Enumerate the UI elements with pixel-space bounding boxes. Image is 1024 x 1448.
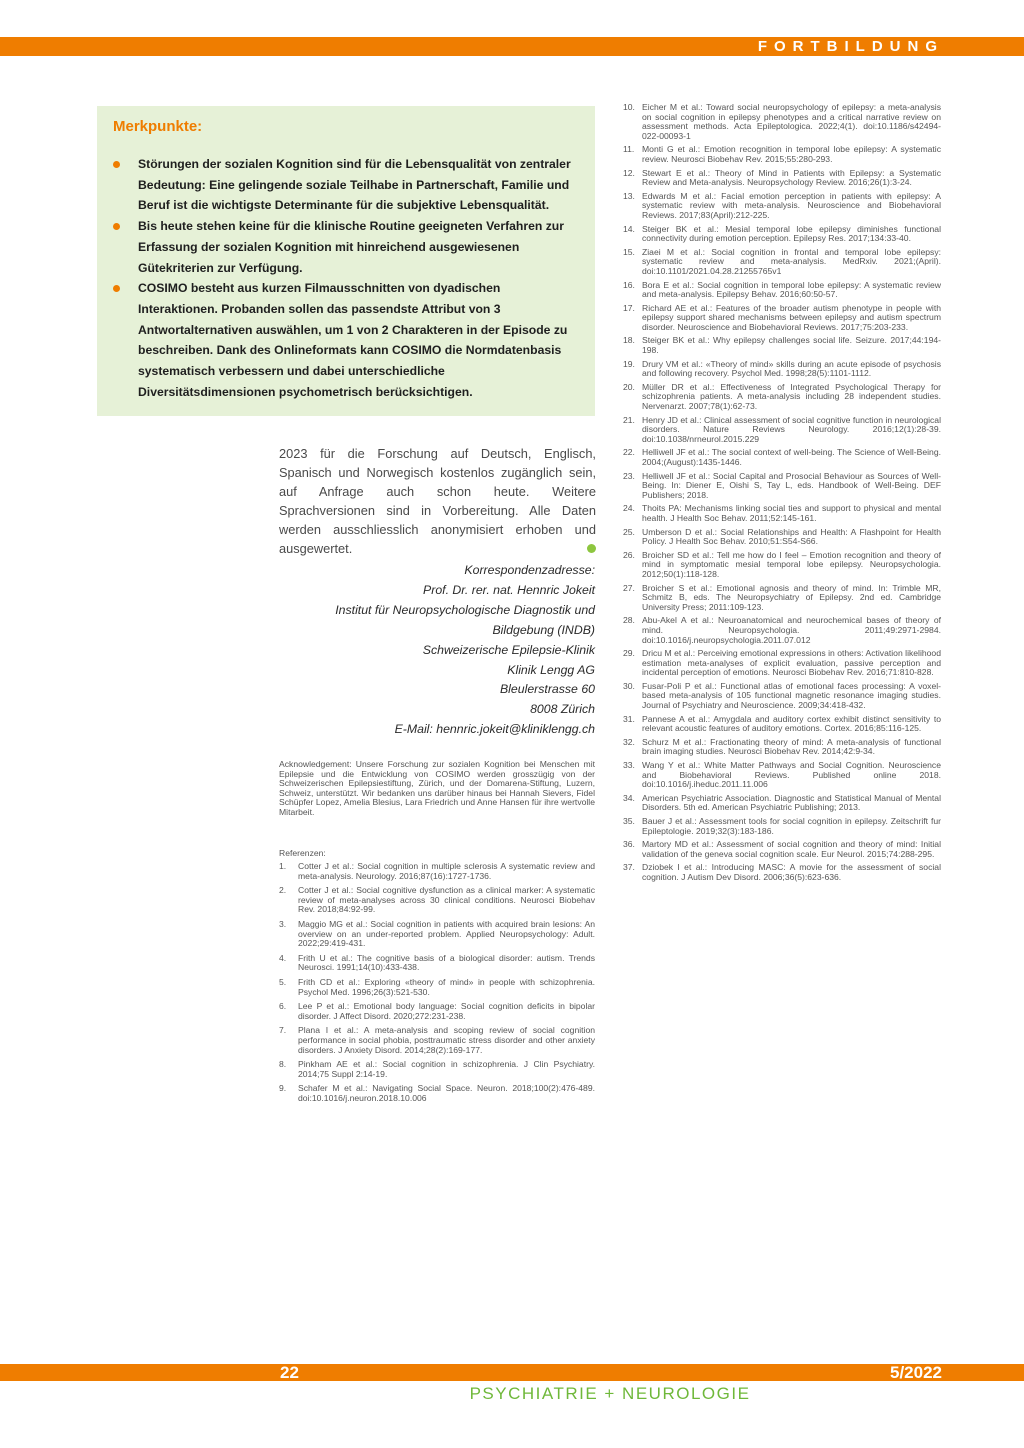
reference-number: 6.: [279, 1001, 287, 1012]
reference-text: Bauer J et al.: Assessment tools for social cognition in epilepsy. Zeitschrift fur Epileptologie. 2019;32(3):183-186.: [642, 816, 941, 836]
reference-item: [623, 281, 941, 300]
reference-text: Frith U et al.: The cognitive basis of a biological disorder: autism. Trends Neurosci. 1991;14(10):433-438.: [298, 952, 595, 973]
correspondence-address: [300, 561, 595, 740]
reference-text: Lee P et al.: Emotional body language: Social cognition deficits in bipolar disorder. J Affect Disord. 2020;272:231-238.: [298, 1001, 595, 1021]
reference-text: Thoits PA: Mechanisms linking social ties and support to physical and mental health. J Health Soc Behav. 2011;52:145-161.: [642, 503, 941, 523]
reference-text: Plana I et al.: A meta-analysis and scoping review of social cognition performance in social phobia, posttraumatic stress disorder and other anxiety disorders. J Anxiety Disord. 2014;28(2):169-177.: [298, 1025, 595, 1055]
reference-item: [623, 169, 941, 188]
references-heading: Referenzen:: [279, 848, 326, 858]
reference-number: 11.: [623, 144, 635, 155]
reference-text: Ziaei M et al.: Social cognition in frontal and temporal lobe epilepsy: systematic review and meta-analysis. MedRxiv. 2021;(April). doi:10.1101/2021.04.28.21255765v1: [642, 246, 941, 276]
bullet-icon: [113, 223, 120, 230]
reference-text: Monti G et al.: Emotion recognition in temporal lobe epilepsy: A systematic review. Neurosci Biobehav Rev. 2015;55:280-293.: [642, 144, 941, 164]
reference-item: [623, 616, 941, 645]
reference-number: 23.: [623, 470, 635, 481]
reference-number: 36.: [623, 839, 635, 850]
reference-text: Henry JD et al.: Clinical assessment of social cognitive function in neurological disorders. Nature Reviews Neurology. 2016;12(1):28-39. doi:10.1038/nrneurol.2015.229: [642, 414, 941, 444]
reference-item: [279, 920, 595, 949]
merkpunkt-text: COSIMO besteht aus kurzen Filmausschnitten von dyadischen Interaktionen. Probanden sollen das passendste Attribut von 3 Antwortalternativen auswählen, um 1 von 2 Charakteren in der Episode zu beschreiben. Dank des Onlineformats kann COSIMO die Normdatenbasis systematisch verbessern und dabei unterschiedliche Diversitätsdimensionen psychometrisch berücksichtigen.: [138, 281, 568, 399]
reference-number: 19.: [623, 358, 635, 369]
reference-text: Broicher SD et al.: Tell me how do I feel – Emotion recognition and theory of mind in symptomatic mesial temporal lobe epilepsy. Neuropsychologia. 2012;50(1):118-128.: [642, 549, 941, 579]
reference-item: [279, 978, 595, 997]
merkpunkte-list: [113, 154, 579, 402]
reference-number: 2.: [279, 885, 287, 896]
reference-text: Martory MD et al.: Assessment of social cognition and theory of mind: Initial validation of the geneva social cognition scale. Eur Neurol. 2015;74:288-295.: [642, 839, 941, 859]
reference-number: 29.: [623, 648, 635, 659]
reference-item: [623, 584, 941, 613]
reference-item: [623, 360, 941, 379]
reference-item: [623, 817, 941, 836]
reference-number: 31.: [623, 713, 635, 724]
reference-item: [623, 761, 941, 790]
reference-item: [279, 862, 595, 881]
reference-number: 15.: [623, 246, 635, 257]
merkpunkte-box: [97, 106, 595, 416]
reference-item: [623, 416, 941, 445]
reference-number: 25.: [623, 526, 635, 537]
merkpunkt-text: Bis heute stehen keine für die klinische Routine geeigneten Verfahren zur Erfassung der sozialen Kognition mit hinreichend ausgewiesenen Gütekriterien zur Verfügung.: [138, 219, 564, 275]
reference-item: [623, 840, 941, 859]
reference-text: Drury VM et al.: «Theory of mind» skills during an acute episode of psychosis and following recovery. Psychol Med. 1998;28(5):1101-1112.: [642, 358, 941, 379]
reference-text: Dricu M et al.: Perceiving emotional expressions in others: Activation likelihood estimation meta-analyses of explicit evaluation, passive perception and incidental perception of emotions. Neurosci Biobehav Rev. 2016;71:810-828.: [642, 648, 941, 678]
bullet-icon: [113, 161, 120, 168]
reference-item: [623, 145, 941, 164]
reference-number: 26.: [623, 549, 635, 560]
reference-number: 22.: [623, 447, 635, 458]
reference-number: 5.: [279, 976, 287, 987]
reference-text: Steiger BK et al.: Mesial temporal lobe epilepsy diminishes functional connectivity during emotion perception. Epilepsy Res. 2017;134:33-40.: [642, 223, 941, 244]
reference-text: Helliwell JF et al.: The social context of well-being. The Science of Well-Being. 2004;(August):1435-1446.: [642, 447, 941, 467]
reference-number: 14.: [623, 223, 635, 234]
reference-number: 4.: [279, 952, 287, 963]
reference-text: Richard AE et al.: Features of the broader autism phenotype in people with epilepsy support shared mechanisms between epilepsy and autism spectrum disorder. Neuroscience and Biobehavioral Reviews. 2017;75:203-233.: [642, 302, 941, 332]
reference-number: 27.: [623, 582, 635, 593]
reference-text: Müller DR et al.: Effectiveness of Integrated Psychological Therapy for schizophrenia patients. A meta-analysis including 28 independent studies. Nervenarzt. 2007;78(1):62-73.: [642, 381, 941, 412]
correspondence-clinic: Schweizerische Epilepsie-Klinik: [422, 642, 595, 657]
body-paragraph: [279, 444, 596, 558]
header-bar: [0, 37, 1024, 56]
reference-text: American Psychiatric Association. Diagnostic and Statistical Manual of Mental Disorders. 5th ed. American Psychiatric Publishing; 2013.: [642, 792, 941, 813]
reference-item: [623, 383, 941, 412]
reference-item: [623, 551, 941, 580]
merkpunkt-item: [113, 154, 579, 216]
reference-number: 28.: [623, 615, 635, 626]
reference-item: [623, 649, 941, 678]
reference-item: [623, 715, 941, 734]
reference-text: Bora E et al.: Social cognition in temporal lobe epilepsy: A systematic review and meta-analysis. Epilepsy Behav. 2016;60:50-57.: [642, 279, 941, 300]
footer-bar: [0, 1364, 1024, 1381]
reference-item: [623, 528, 941, 547]
merkpunkt-text: Störungen der sozialen Kognition sind für die Lebensqualität von zentraler Bedeutung: Eine gelingende soziale Teilhabe in Partnerschaft, Familie und Beruf ist die wichtigste Determinante für die subjektive Lebensqualität.: [138, 157, 571, 213]
reference-text: Wang Y et al.: White Matter Pathways and Social Cognition. Neuroscience and Biobehavioral Reviews. Published online 2018. doi:10.1016/j.iheduc.2011.11.006: [642, 760, 941, 790]
reference-item: [623, 863, 941, 882]
reference-item: [623, 794, 941, 813]
journal-name: PSYCHIATRIE + NEUROLOGIE: [469, 1384, 751, 1403]
reference-item: [279, 1002, 595, 1021]
page-number: 22: [280, 1363, 299, 1382]
reference-number: 7.: [279, 1025, 287, 1036]
section-label: FORTBILDUNG: [757, 38, 944, 55]
reference-text: Fusar-Poli P et al.: Functional atlas of emotional faces processing: A voxel-based meta-analysis of 105 functional magnetic resonance imaging studies. Journal of Psychiatry and Neuroscience. 2009;34:418-432.: [642, 680, 941, 711]
reference-text: Schafer M et al.: Navigating Social Space. Neuron. 2018;100(2):476-489. doi:10.1016/j.neuron.2018.10.006: [298, 1083, 595, 1103]
reference-text: Edwards M et al.: Facial emotion perception in patients with epilepsy: A systematic review with meta-analysis. Neuroscience and Biobehavioral Reviews. 2017;83(April):212-225.: [642, 190, 941, 220]
issue-number: 5/2022: [890, 1363, 942, 1382]
reference-number: 18.: [623, 335, 635, 346]
reference-item: [623, 448, 941, 467]
correspondence-street: Bleulerstrasse 60: [499, 682, 595, 697]
reference-text: Schurz M et al.: Fractionating theory of mind: A meta-analysis of functional brain imaging studies. Neurosci Biobehav Rev. 2014;42:9-34.: [642, 736, 941, 757]
reference-item: [623, 248, 941, 277]
merkpunkt-item: [113, 278, 579, 402]
reference-item: [279, 886, 595, 915]
reference-item: [623, 192, 941, 221]
reference-item: [623, 472, 941, 501]
bullet-icon: [113, 285, 120, 292]
reference-text: Cotter J et al.: Social cognitive dysfunction as a clinical marker: A systematic review of meta-analyses across 30 clinical conditions. Neurosci Biobehav Rev. 2018;84:92-99.: [298, 885, 595, 915]
reference-text: Dziobek I et al.: Introducing MASC: A movie for the assessment of social cognition. J Autism Dev Disord. 2006;36(5):623-636.: [642, 862, 941, 882]
end-of-article-icon: [587, 544, 596, 553]
correspondence-city: 8008 Zürich: [530, 702, 595, 717]
reference-number: 9.: [279, 1083, 287, 1094]
reference-item: [623, 103, 941, 141]
reference-number: 32.: [623, 736, 635, 747]
reference-text: Pinkham AE et al.: Social cognition in schizophrenia. J Clin Psychiatry. 2014;75 Suppl 2:14-19.: [298, 1059, 595, 1079]
reference-item: [279, 1084, 595, 1103]
reference-text: Abu-Akel A et al.: Neuroanatomical and neurochemical bases of theory of mind. Neuropsychologia. 2011;49:2971-2984. doi:10.1016/j.neuropsychologia.2011.07.012: [642, 615, 941, 645]
reference-number: 30.: [623, 680, 635, 691]
reference-number: 17.: [623, 302, 635, 313]
reference-text: Broicher S et al.: Emotional agnosis and theory of mind. In: Trimble MR, Schmitz B, eds. The Neuropsychiatry of Epilepsy. 2nd ed. Cambridge University Press; 2011:109-123.: [642, 582, 941, 612]
reference-text: Steiger BK et al.: Why epilepsy challenges social life. Seizure. 2017;44:194-198.: [642, 335, 941, 356]
reference-text: Cotter J et al.: Social cognition in multiple sclerosis A systematic review and meta-analysis. Neurology. 2016;87(16):1727-1736.: [298, 861, 595, 881]
reference-number: 16.: [623, 279, 635, 290]
reference-item: [623, 225, 941, 244]
reference-number: 33.: [623, 760, 635, 771]
reference-text: Umberson D et al.: Social Relationships and Health: A Flashpoint for Health Policy. J Health Soc Behav. 2010;51:S54-S66.: [642, 526, 941, 547]
reference-item: [279, 954, 595, 973]
reference-number: 34.: [623, 792, 635, 803]
reference-item: [279, 1060, 595, 1079]
references-list-right: [623, 103, 941, 887]
reference-text: Maggio MG et al.: Social cognition in patients with acquired brain lesions: An overview on an under-reported problem. Applied Neuropsychology: Adult. 2022;29:419-431.: [298, 918, 595, 949]
reference-item: [623, 336, 941, 355]
reference-number: 13.: [623, 190, 635, 201]
reference-item: [623, 304, 941, 333]
correspondence-name: Prof. Dr. rer. nat. Hennric Jokeit: [423, 582, 595, 597]
reference-item: [623, 504, 941, 523]
reference-number: 1.: [279, 861, 287, 871]
reference-number: 35.: [623, 816, 635, 826]
reference-text: Eicher M et al.: Toward social neuropsychology of epilepsy: a meta-analysis on social cognition in epilepsy phenotypes and a critical narrative review on assessment methods. Acta Epileptologica. 2022;4(1). doi:10.1186/s42494-022-00093-1: [642, 102, 941, 141]
correspondence-email[interactable]: E-Mail: hennric.jokeit@kliniklengg.ch: [394, 722, 595, 737]
correspondence-label: Korrespondenzadresse:: [464, 563, 595, 577]
reference-text: Pannese A et al.: Amygdala and auditory cortex exhibit distinct sensitivity to relevant acoustic features of auditory emotions. Cortex. 2016;85:116-125.: [642, 713, 941, 734]
correspondence-clinic-2: Klinik Lengg AG: [507, 662, 595, 677]
body-paragraph-text: 2023 für die Forschung auf Deutsch, Englisch, Spanisch und Norwegisch kostenlos zugänglich sein, auf Anfrage auch schon heute. Weitere Sprachversionen sind in Vorbereitung. Alle Daten werden ausschliesslich anonymisiert erhoben und ausgewertet.: [279, 446, 596, 556]
merkpunkte-title: Merkpunkte:: [113, 118, 203, 135]
correspondence-institute: Institut für Neuropsychologische Diagnostik und Bildgebung (INDB): [335, 602, 595, 637]
merkpunkt-item: [113, 216, 579, 278]
reference-text: Helliwell JF et al.: Social Capital and Prosocial Behaviour as Sources of Well-Being. In: Diener E, Oishi S, Tay L, eds. Handbook of Well-Being. DEF Publishers; 2018.: [642, 470, 941, 500]
acknowledgement: Acknowledgement: Unsere Forschung zur sozialen Kognition bei Menschen mit Epilepsie und die Entwicklung von COSIMO werden grosszügig von der Schweizerischen Epilepsiestiftung, Zürich, und der Domarena-Stiftung, Luzern, Schweiz, unterstützt. Wir bedanken uns darüber hinaus bei Hannah Sievers, Fidel Schüpfer Lopez, Amelia Blesius, Lara Friedrich und Anne Hansen für ihre wertvolle Mitarbeit.: [279, 759, 595, 817]
reference-number: 37.: [623, 862, 635, 873]
references-list-left: [279, 862, 595, 1108]
reference-item: [279, 1026, 595, 1055]
reference-text: Frith CD et al.: Exploring «theory of mind» in people with schizophrenia. Psychol Med. 1996;26(3):521-530.: [298, 976, 595, 997]
reference-number: 10.: [623, 102, 635, 112]
reference-number: 24.: [623, 503, 635, 514]
reference-number: 8.: [279, 1059, 287, 1070]
reference-number: 20.: [623, 381, 635, 392]
reference-item: [623, 682, 941, 711]
reference-text: Stewart E et al.: Theory of Mind in Patients with Epilepsy: a Systematic Review and Meta-analysis. Neuropsychology Review. 2016;26(1):3-24.: [642, 167, 941, 188]
reference-number: 3.: [279, 918, 287, 929]
reference-item: [623, 738, 941, 757]
reference-number: 12.: [623, 167, 635, 178]
reference-number: 21.: [623, 414, 635, 425]
